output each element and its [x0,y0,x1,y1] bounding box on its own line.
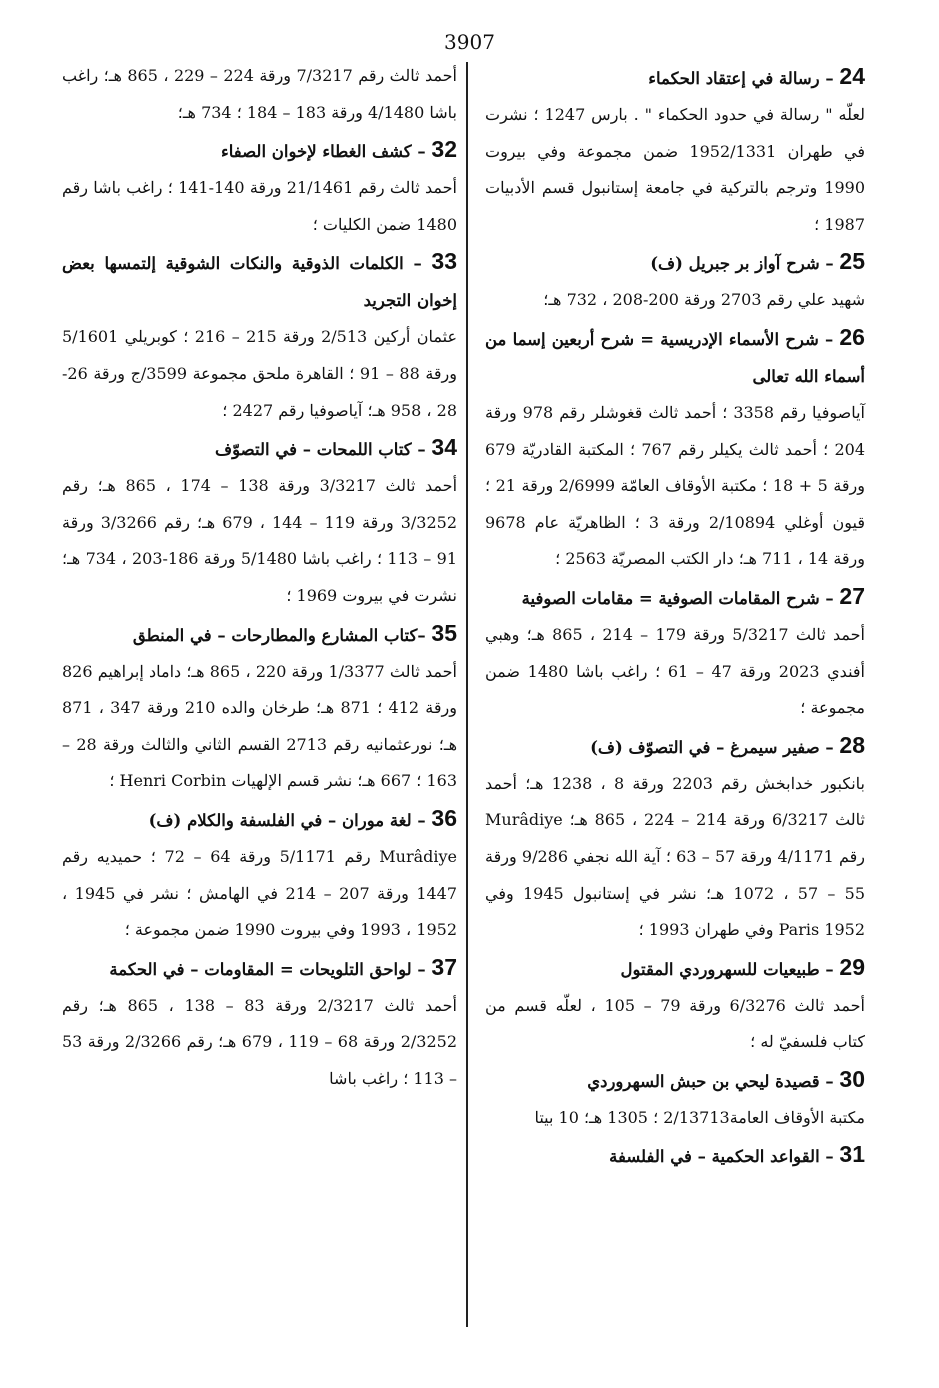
entry-title [62,131,457,170]
entry-body: أحمد ثالث 2/3217 ورقة 83 – 138 ، 865 هـ؛ رقم 2/3252 ورقة 68 – 119 ، 679 هـ؛ رقم 2/3266 ورقة 53 – 113 ؛ راغب باشا [62,995,457,1088]
entry-title-text: – طبيعيات للسهروردي المقتول [620,959,834,979]
entry-title [485,578,865,617]
entry-body: لعلّه " رسالة في حدود الحكماء " . بارس 1247 ؛ نشرت في طهران 1952/1331 ضمن مجموعة وفي بيروت 1990 وترجم بالتركية في جامعة إستانبول قسم الأدبيات 1987 ؛ [485,105,866,234]
entry-body: أحمد ثالث 5/3217 ورقة 179 – 214 ، 865 هـ؛ وهبي أفندي 2023 ورقة 47 – 61 ؛ راغب باشا 1480 ضمن مجموعة ؛ [485,624,865,718]
entry-title-text: – كتاب اللمحات – في التصوّف [215,440,426,460]
entry-35 [62,615,457,800]
entry-body: أحمد ثالث رقم 7/3217 ورقة 224 – 229 ، 865 هـ؛ راغب باشا 4/1480 ورقة 183 – 184 ؛ 734 هـ؛ [62,66,457,122]
entry-27 [485,578,865,727]
entry-title [62,615,457,654]
entry-title [62,800,457,839]
entry-title-text: – صفير سيمرغ – في التصوّف (ف) [590,737,834,757]
entry-title [485,1061,865,1100]
entry-title-text: – الكلمات الذوقية والنكات الشوقية إلتمسها بعض إخوان التجريد [62,254,457,311]
entry-number: 32 [431,136,457,163]
entry-24 [485,58,865,243]
entry-title-text: – شرح المقامات الصوفية = مقامات الصوفية [521,588,834,608]
entry-number: 27 [839,582,865,609]
entry-number: 36 [431,804,457,831]
right-column [485,58,865,1175]
entry-31-continued [62,58,457,131]
page-number: 3907 [444,30,495,54]
column-divider [466,62,468,1327]
entry-number: 37 [431,953,457,980]
entry-title-text: – لغة موران – في الفلسفة والكلام (ف) [148,810,426,830]
entry-31 [485,1136,865,1175]
entry-title [485,727,865,766]
entry-title-text: – قصيدة ليحي بن حبش السهروردي [587,1071,834,1091]
entry-37 [62,949,457,1098]
entry-body: Murâdiye رقم 5/1171 ورقة 64 – 72 ؛ حميديه رقم 1447 ورقة 207 – 214 في الهامش ؛ نشر في 1945 ، 1952 ، 1993 وفي بيروت 1990 ضمن مجموعة ؛ [62,846,458,940]
entry-28 [485,727,865,949]
entry-title-text: – رسالة في إعتقاد الحكماء [648,69,834,88]
entry-body: أحمد ثالث رقم 21/1461 ورقة 140-141 ؛ راغب باشا رقم 1480 ضمن الكليات ؛ [62,178,458,234]
entry-29 [485,949,865,1061]
entry-title-text: – القواعد الحكمية – في الفلسفة [609,1147,834,1167]
entry-34 [62,429,457,614]
left-column [62,58,457,1097]
entry-25 [485,243,865,319]
entry-number: 29 [839,953,865,980]
entry-title [485,949,865,988]
entry-title [62,243,457,319]
entry-number: 31 [839,1141,865,1168]
entry-26 [485,319,865,578]
entry-32 [62,131,457,243]
entry-number: 34 [431,434,457,461]
entry-body: آياصوفيا رقم 3358 ؛ أحمد ثالث قغوشلر رقم 978 ورقة 204 ؛ أحمد ثالث يكيلر رقم 767 ؛ المكتبة القادريّة 679 ورقة 5 + 18 ؛ مكتبة الأوقاف العامّة 2/6999 ورقة 21 ؛ قيون أوغلي 2/10894 ورقة 3 ؛ الظاهريّة عام 9678 ورقة 14 ، 711 هـ؛ دار الكتب المصريّة 2563 ؛ [485,402,866,569]
entry-number: 35 [431,619,457,646]
entry-number: 24 [839,63,865,89]
entry-body: بانكبور خدابخش رقم 2203 ورقة 8 ، 1238 هـ؛ أحمد ثالث 6/3217 ورقة 214 – 224 ، 865 هـ؛ Murâdiye رقم 4/1171 ورقة 57 – 63 ؛ آية الله نجفي 9/286 ورقة 55 – 57 ، 1072 هـ؛ نشر في إستانبول 1945 وفي Paris 1952 وفي طهران 1993 ؛ [485,773,866,940]
entry-number: 33 [431,248,457,275]
entry-33 [62,243,457,429]
entry-body: أحمد ثالث 6/3276 ورقة 79 – 105 ، لعلّه قسم من كتاب فلسفيّ له ؛ [485,995,865,1052]
entry-title [485,1136,865,1175]
entry-title [485,319,865,395]
entry-number: 26 [839,323,865,350]
entry-body: مكتبة الأوقاف العامة2/13713 ؛ 1305 هـ؛ 10 بيتا [534,1107,865,1127]
entry-36 [62,800,457,949]
entry-title [485,243,865,282]
entry-number: 25 [839,248,865,275]
entry-body: أحمد ثالث 3/3217 ورقة 138 – 174 ، 865 هـ؛ رقم 3/3252 ورقة 119 – 144 ، 679 هـ؛ رقم 3/3266 ورقة 91 – 113 ؛ راغب باشا 5/1480 ورقة 186-203 ، 734 هـ؛ نشرت في بيروت 1969 ؛ [62,476,458,605]
entry-title [62,949,457,988]
entry-title [485,58,865,97]
entry-number: 30 [839,1065,865,1092]
entry-body: أحمد ثالث 1/3377 ورقة 220 ، 865 هـ؛ داماد إبراهيم 826 ورقة 412 ؛ 871 هـ؛ طرخان والده 210 ورقة 347 ، 871 هـ؛ نورعثمانيه رقم 2713 القسم الثاني والثالث ورقة 28 – 163 ؛ 667 هـ؛ نشر قسم الإلهيات Henri Corbin ؛ [62,661,458,791]
entry-title [62,429,457,468]
entry-30 [485,1061,865,1137]
entry-body: عثمان أركين 2/513 ورقة 215 – 216 ؛ كوبريلي 5/1601 ورقة 88 – 91 ؛ القاهرة ملحق مجموعة 3599/ج ورقة 26-28 ، 958 هـ؛ آياصوفيا رقم 2427 ؛ [62,327,458,420]
entry-title-text: – شرح آواز بر جبريل (ف) [650,254,834,274]
entry-title-text: – لواحق التلويحات = المقاومات – في الحكمة [109,959,426,979]
entry-number: 28 [839,731,865,758]
entry-title-text: – كشف الغطاء لإخوان الصفاء [220,142,426,162]
entry-title-text: –كتاب المشارع والمطارحات – في المنطق [132,625,426,645]
entry-body: شهيد علي رقم 2703 ورقة 200-208 ، 732 هـ؛ [543,290,865,310]
entry-title-text: – شرح الأسماء الإدريسية = شرح أربعين إسما من أسماء الله تعالى [485,329,865,386]
